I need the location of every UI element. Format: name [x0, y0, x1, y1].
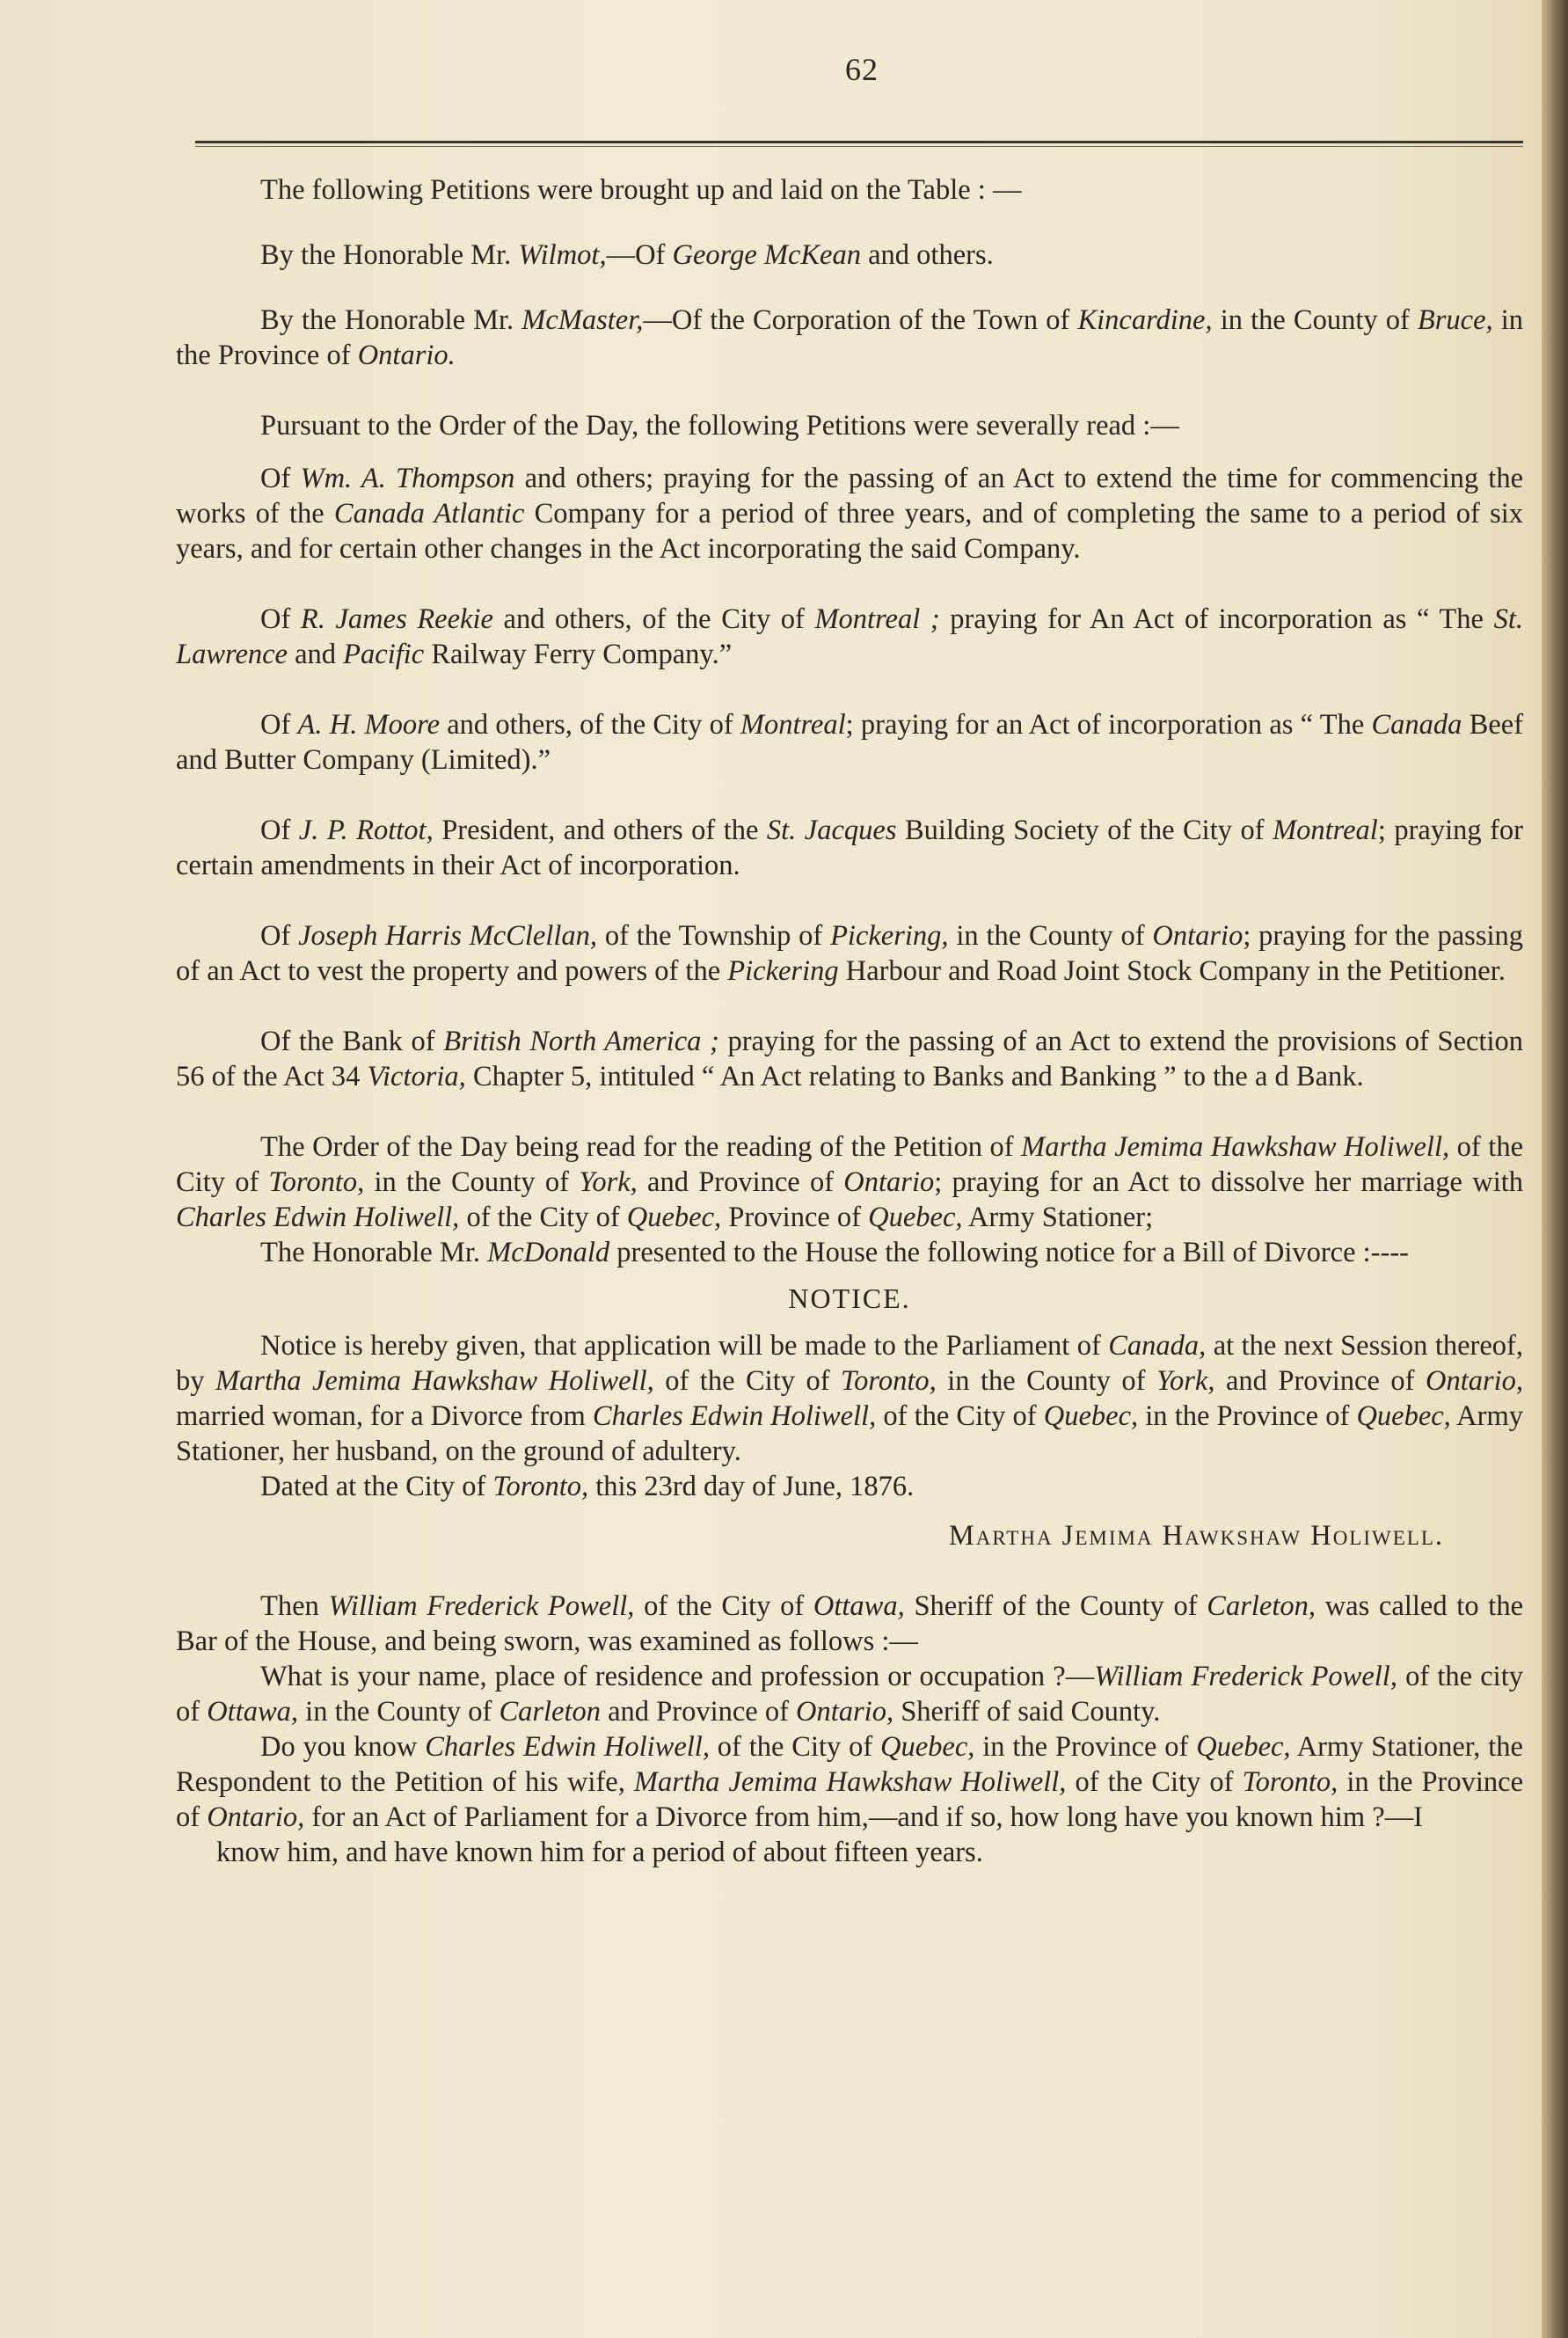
examination-intro: Then William Frederick Powell, of the City of Ottawa, Sheriff of the County of Carleton, was called to the Bar of the House, and being sworn, was examined as follows :—	[176, 1590, 1523, 1657]
petitions-intro: The following Petitions were brought up and laid on the Table : —	[260, 174, 1022, 206]
petition-brought-up-1: By the Honorable Mr. Wilmot,—Of George McKean and others.	[260, 239, 994, 271]
petition-read-5: Of Joseph Harris McClellan, of the Township of Pickering, in the County of Ontario; praying for the passing of an Act to vest the property and powers of the Pickering Harbour and Road Joint Stock Company in the Petitioner.	[176, 920, 1523, 987]
notice-presented: The Honorable Mr. McDonald presented to the House the following notice for a Bill of Divorce :----	[260, 1237, 1409, 1268]
question-1: What is your name, place of residence and profession or occupation ?—William Frederick Powell, of the city of Ottawa, in the County of Carleton and Province of Ontario, Sheriff of said County.	[176, 1661, 1523, 1728]
notice-dated: Dated at the City of Toronto, this 23rd day of June, 1876.	[260, 1471, 915, 1502]
header-rule-thin	[195, 146, 1523, 147]
petition-brought-up-2: By the Honorable Mr. McMaster,—Of the Corporation of the Town of Kincardine, in the County of Bruce, in the Province of Ontario.	[176, 304, 1524, 371]
notice-body: Notice is hereby given, that application will be made to the Parliament of Canada, at the next Session thereof, by Martha Jemima Hawkshaw Holiwell, of the City of Toronto, in the County of York, and Province of Ontario, married woman, for a Divorce from Charles Edwin Holiwell, of the City of Quebec, in the Province of Quebec, Army Stationer, her husband, on the ground of adultery.	[176, 1330, 1524, 1467]
page-edge-shadow	[1542, 0, 1568, 2338]
order-of-day: The Order of the Day being read for the reading of the Petition of Martha Jemima Hawkshaw Holiwell, of the City of Toronto, in the County of York, and Province of Ontario; praying for an Act to dissolve her marriage with Charles Edwin Holiwell, of the City of Quebec, Province of Quebec, Army Stationer;	[176, 1131, 1524, 1233]
page-body	[176, 172, 1523, 1870]
read-intro: Pursuant to the Order of the Day, the following Petitions were severally read :—	[260, 410, 1179, 442]
notice-heading: NOTICE.	[788, 1282, 911, 1314]
petition-read-6: Of the Bank of British North America ; praying for the passing of an Act to extend the provisions of Section 56 of the Act 34 Victoria, Chapter 5, intituled “ An Act relating to Banks and Banking ” to the a d Bank.	[176, 1026, 1523, 1092]
petition-read-2: Of R. James Reekie and others, of the City of Montreal ; praying for An Act of incorporation as “ The St. Lawrence and Pacific Railway Ferry Company.”	[176, 603, 1523, 670]
petition-read-1: Of Wm. A. Thompson and others; praying for the passing of an Act to extend the time for commencing the works of the Canada Atlantic Company for a period of three years, and of completing the same to a period of six years, and for certain other changes in the Act incorporating the said Company.	[176, 463, 1524, 565]
header-rule	[195, 141, 1523, 143]
question-2: Do you know Charles Edwin Holiwell, of the City of Quebec, in the Province of Quebec, Army Stationer, the Respondent to the Petition of his wife, Martha Jemima Hawkshaw Holiwell, of the City of Toronto, in the Province of Ontario, for an Act of Parliament for a Divorce from him,—and if so, how long have you known him ?—I	[176, 1731, 1523, 1833]
notice-signature: Martha Jemima Hawkshaw Holiwell.	[948, 1520, 1444, 1552]
petition-read-3: Of A. H. Moore and others, of the City of Montreal; praying for an Act of incorporation as “ The Canada Beef and Butter Company (Limited).”	[176, 709, 1524, 776]
petition-read-4: Of J. P. Rottot, President, and others of the St. Jacques Building Society of the City of Montreal; praying for certain amendments in their Act of incorporation.	[176, 815, 1524, 881]
answer-2: know him, and have known him for a period of about fifteen years.	[216, 1837, 983, 1868]
page-number: 62	[845, 52, 879, 87]
